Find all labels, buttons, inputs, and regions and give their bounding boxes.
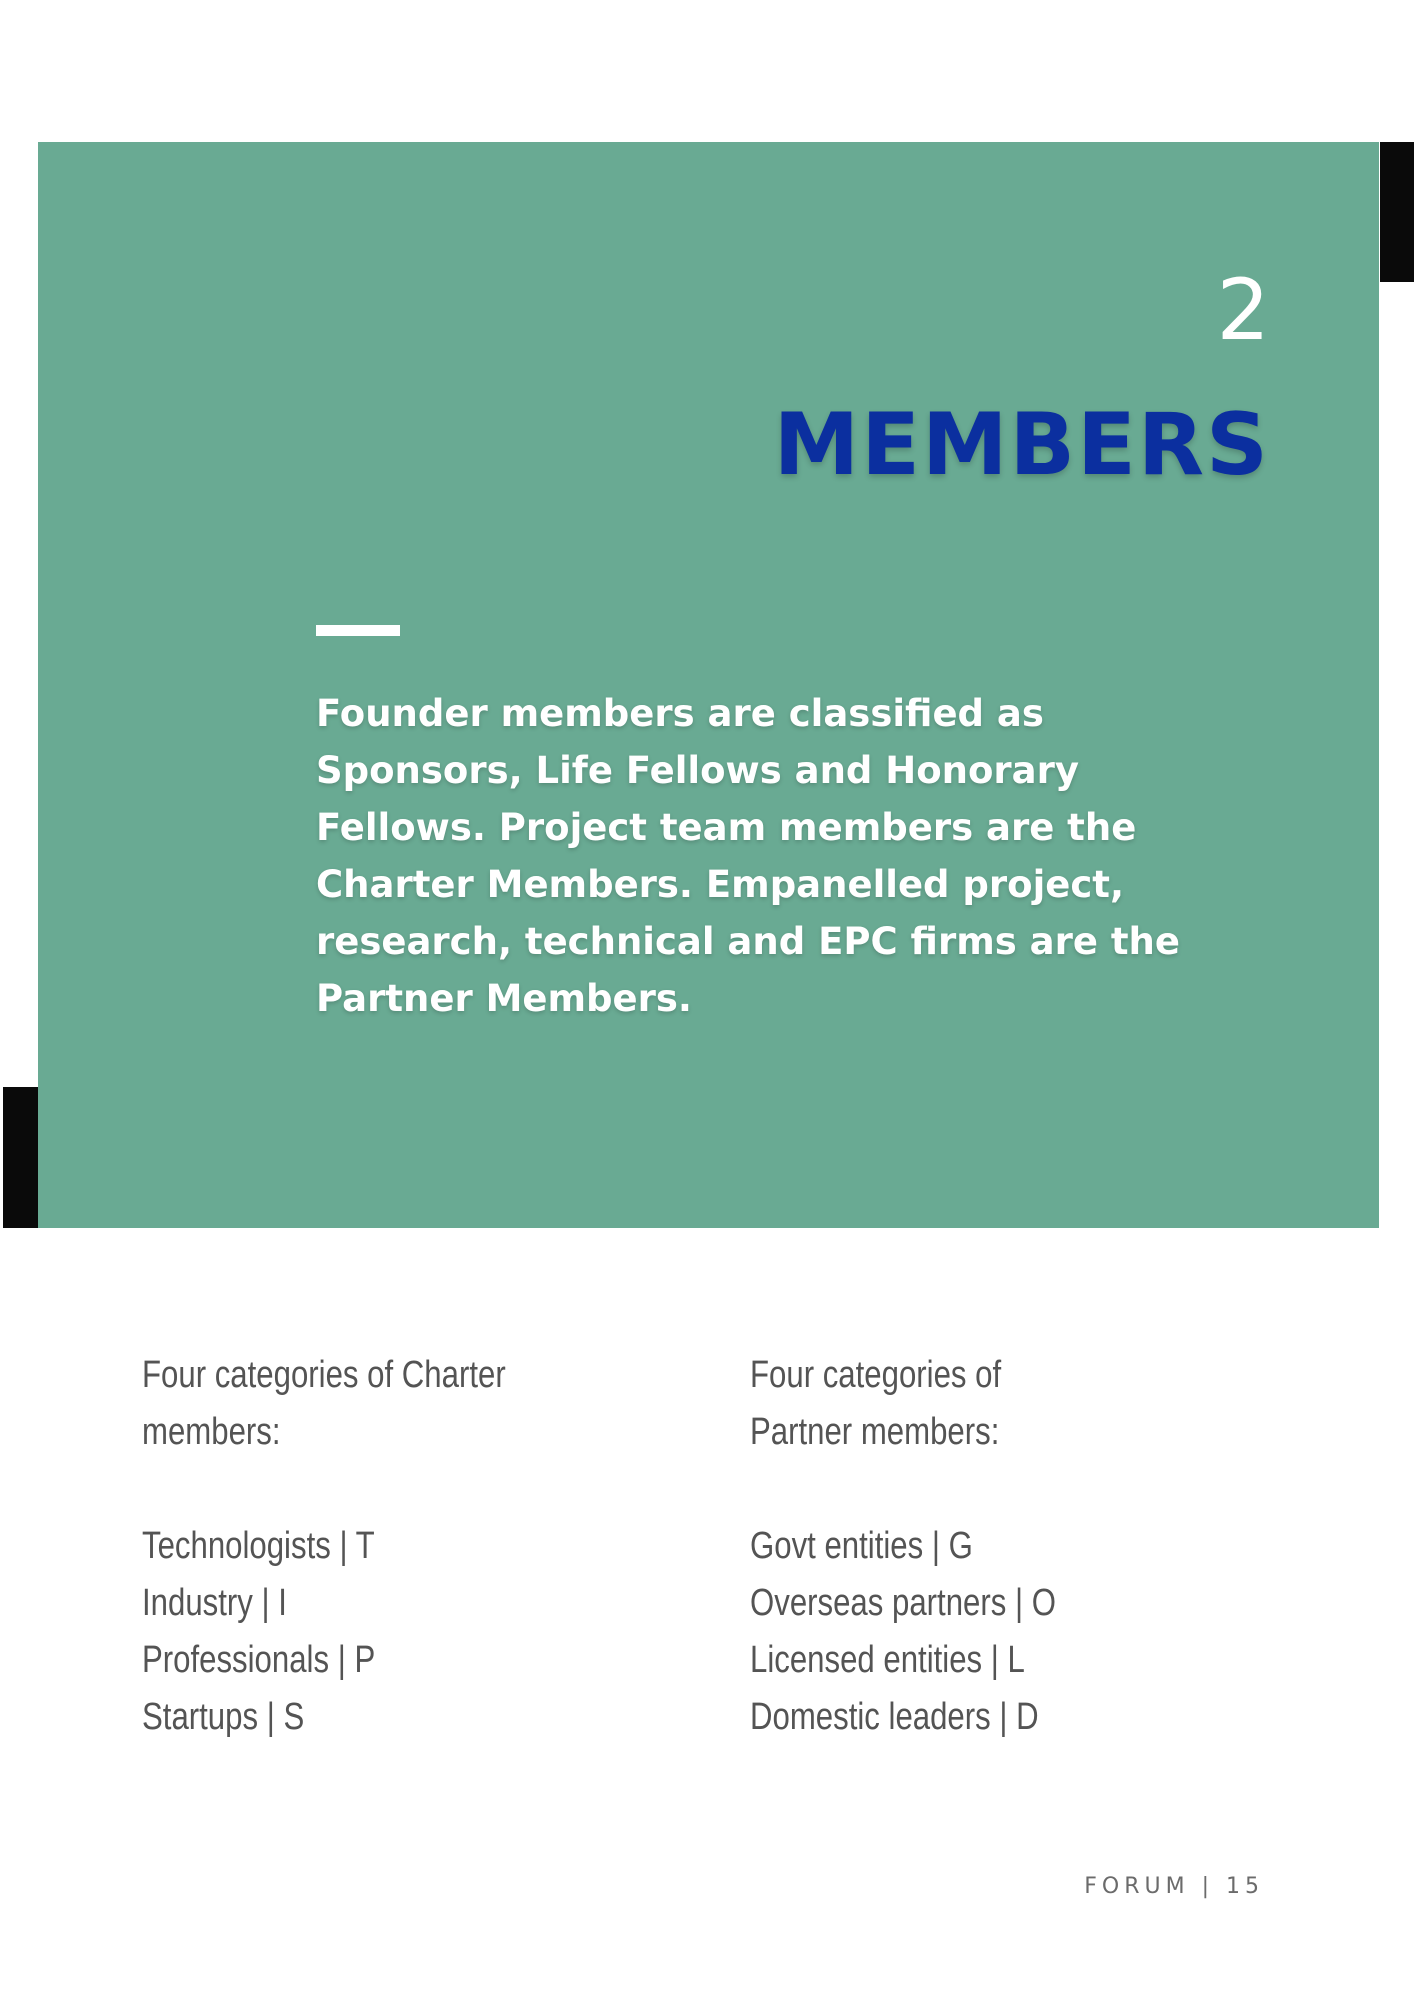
list-item: Technologists | T: [142, 1525, 375, 1567]
list-item: Domestic leaders | D: [750, 1696, 1039, 1738]
charter-heading-line2: members:: [142, 1411, 281, 1453]
divider-dash: [316, 625, 400, 636]
list-item: Govt entities | G: [750, 1525, 973, 1567]
list-item: Industry | I: [142, 1582, 287, 1624]
charter-members-list: [142, 1518, 601, 1746]
section-number: 2: [1216, 261, 1270, 359]
partner-members-list: [750, 1518, 1209, 1746]
list-item: Licensed entities | L: [750, 1639, 1025, 1681]
charter-heading-line1: Four categories of Charter: [142, 1354, 506, 1396]
charter-members-heading: [142, 1347, 601, 1461]
partner-members-column: [750, 1347, 1209, 1746]
intro-paragraph: Founder members are classified as Sponsors, Life Fellows and Honorary Fellows. Project team members are the Charter Members. Empanelled project, research, technical and EPC firms are the Partner Members.: [316, 692, 1180, 1020]
accent-bar-right: [1380, 142, 1414, 282]
partner-members-heading: [750, 1347, 1209, 1461]
partner-heading-line2: Partner members:: [750, 1411, 1000, 1453]
partner-heading-line1: Four categories of: [750, 1354, 1002, 1396]
page-footer: FORUM | 15: [1084, 1874, 1264, 1899]
section-title: MEMBERS: [773, 395, 1270, 495]
list-item: Professionals | P: [142, 1639, 376, 1681]
accent-bar-left: [3, 1087, 38, 1228]
list-item: Startups | S: [142, 1696, 305, 1738]
charter-members-column: [142, 1347, 601, 1746]
list-item: Overseas partners | O: [750, 1582, 1056, 1624]
